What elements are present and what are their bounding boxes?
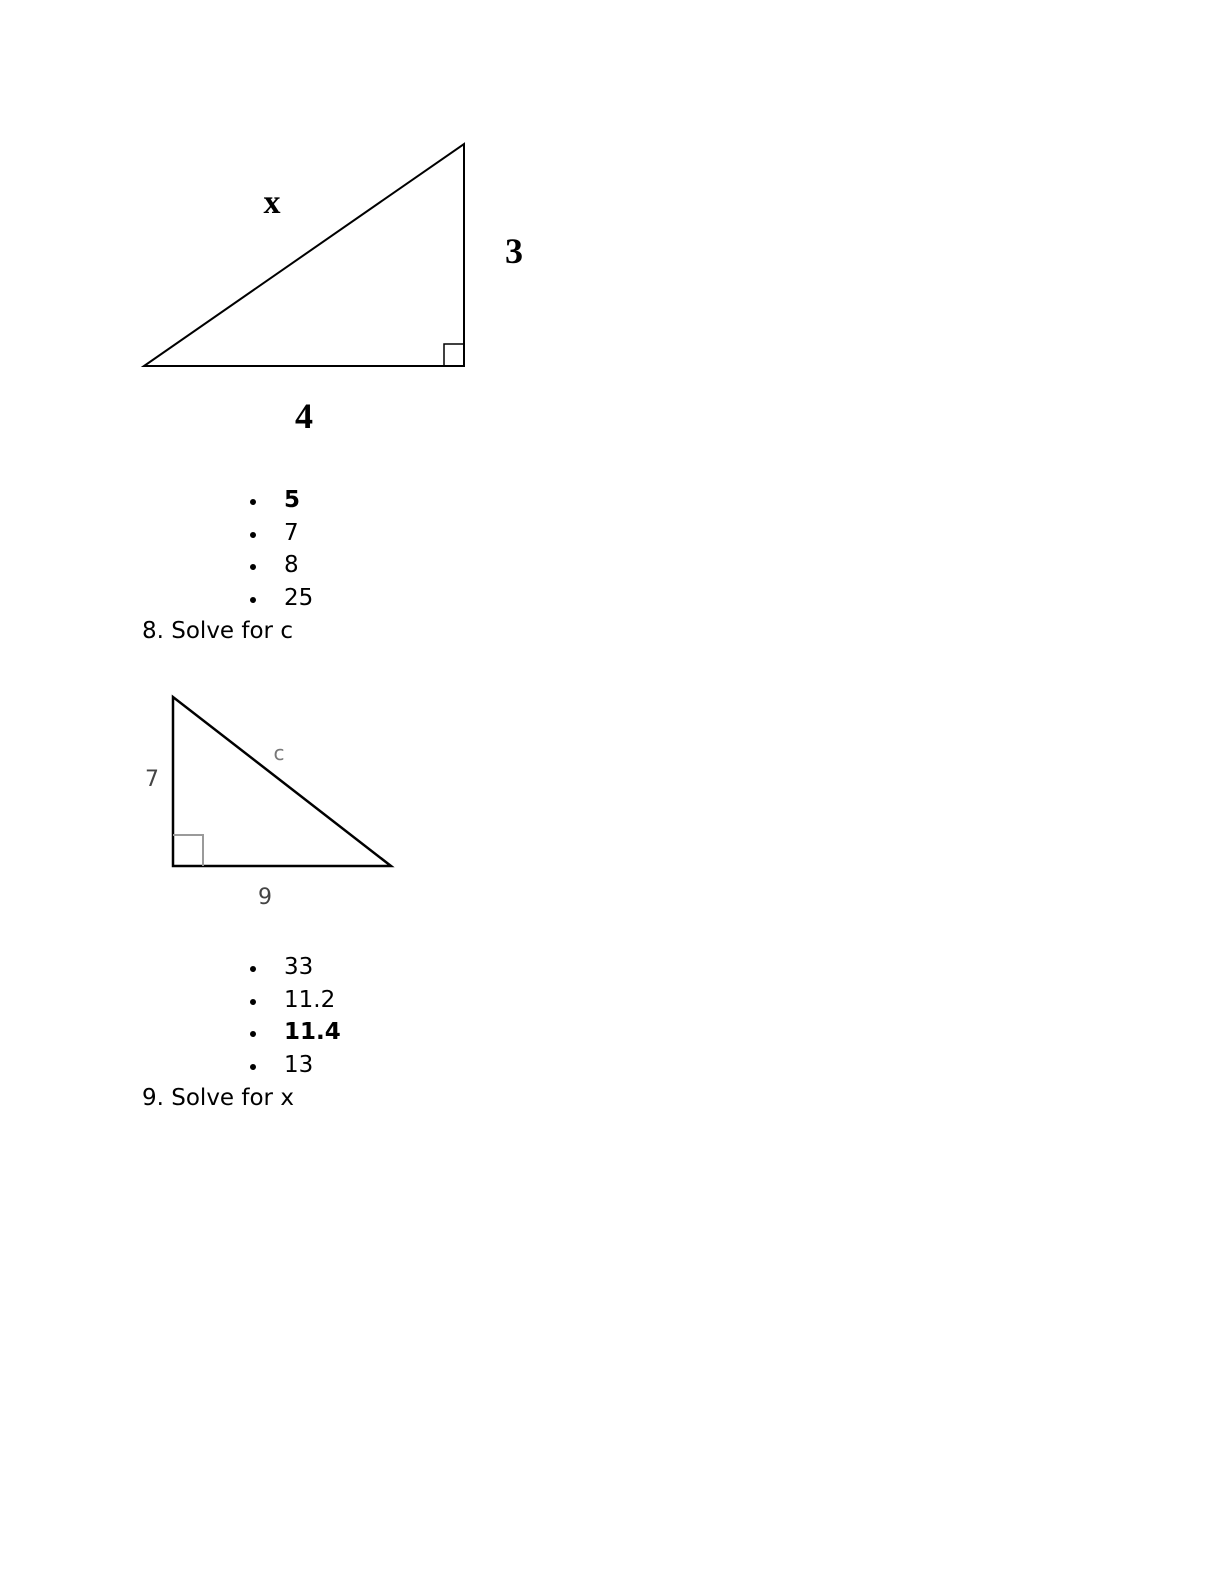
- question-9-prompt: 9. Solve for x: [142, 1085, 294, 1111]
- question-8-prompt: 8. Solve for c: [142, 618, 293, 644]
- bullet-icon: [250, 999, 256, 1005]
- answer-choice-text: 7: [284, 519, 299, 546]
- right-angle-marker-1: [444, 344, 464, 366]
- triangle-1-hypotenuse-label: x: [263, 184, 281, 221]
- answer-choice-text: 33: [284, 954, 314, 980]
- bullet-icon: [250, 1064, 256, 1070]
- answer-choice: [248, 549, 313, 582]
- answer-choice: [248, 1016, 341, 1049]
- bullet-icon: [250, 966, 256, 972]
- answer-choice: [248, 984, 341, 1017]
- bullet-icon: [250, 499, 256, 505]
- triangle-2-vertical-leg-label: 7: [145, 767, 159, 792]
- bullet-icon: [250, 564, 256, 570]
- answer-choice: [248, 951, 341, 984]
- answer-choice: [248, 484, 313, 517]
- bullet-icon: [250, 1031, 256, 1037]
- triangle-2-outline: [173, 697, 391, 866]
- bullet-icon: [250, 597, 256, 603]
- answer-choice: [248, 1049, 341, 1082]
- answer-choice-text: 25: [284, 585, 314, 612]
- triangle-1-vertical-leg-label: 3: [505, 231, 523, 271]
- triangle-figure-2: [130, 680, 420, 920]
- answer-choices-2: [248, 951, 341, 1082]
- answer-choice-text: 11.4: [284, 1019, 341, 1046]
- answer-choice-text: 8: [284, 552, 299, 579]
- triangle-2-hypotenuse-label: c: [273, 741, 285, 765]
- answer-choice-text: 5: [284, 487, 301, 513]
- answer-choice: [248, 582, 313, 615]
- answer-choice-text: 11.2: [284, 986, 336, 1013]
- triangle-1-outline: [144, 144, 464, 366]
- answer-choice-text: 13: [284, 1052, 314, 1079]
- right-angle-marker-2: [173, 835, 203, 866]
- answer-choices-1: [248, 484, 313, 615]
- bullet-icon: [250, 532, 256, 538]
- answer-choice: [248, 517, 313, 550]
- triangle-2-horizontal-leg-label: 9: [258, 885, 272, 910]
- triangle-figure-1: [130, 130, 550, 450]
- triangle-1-horizontal-leg-label: 4: [295, 396, 313, 436]
